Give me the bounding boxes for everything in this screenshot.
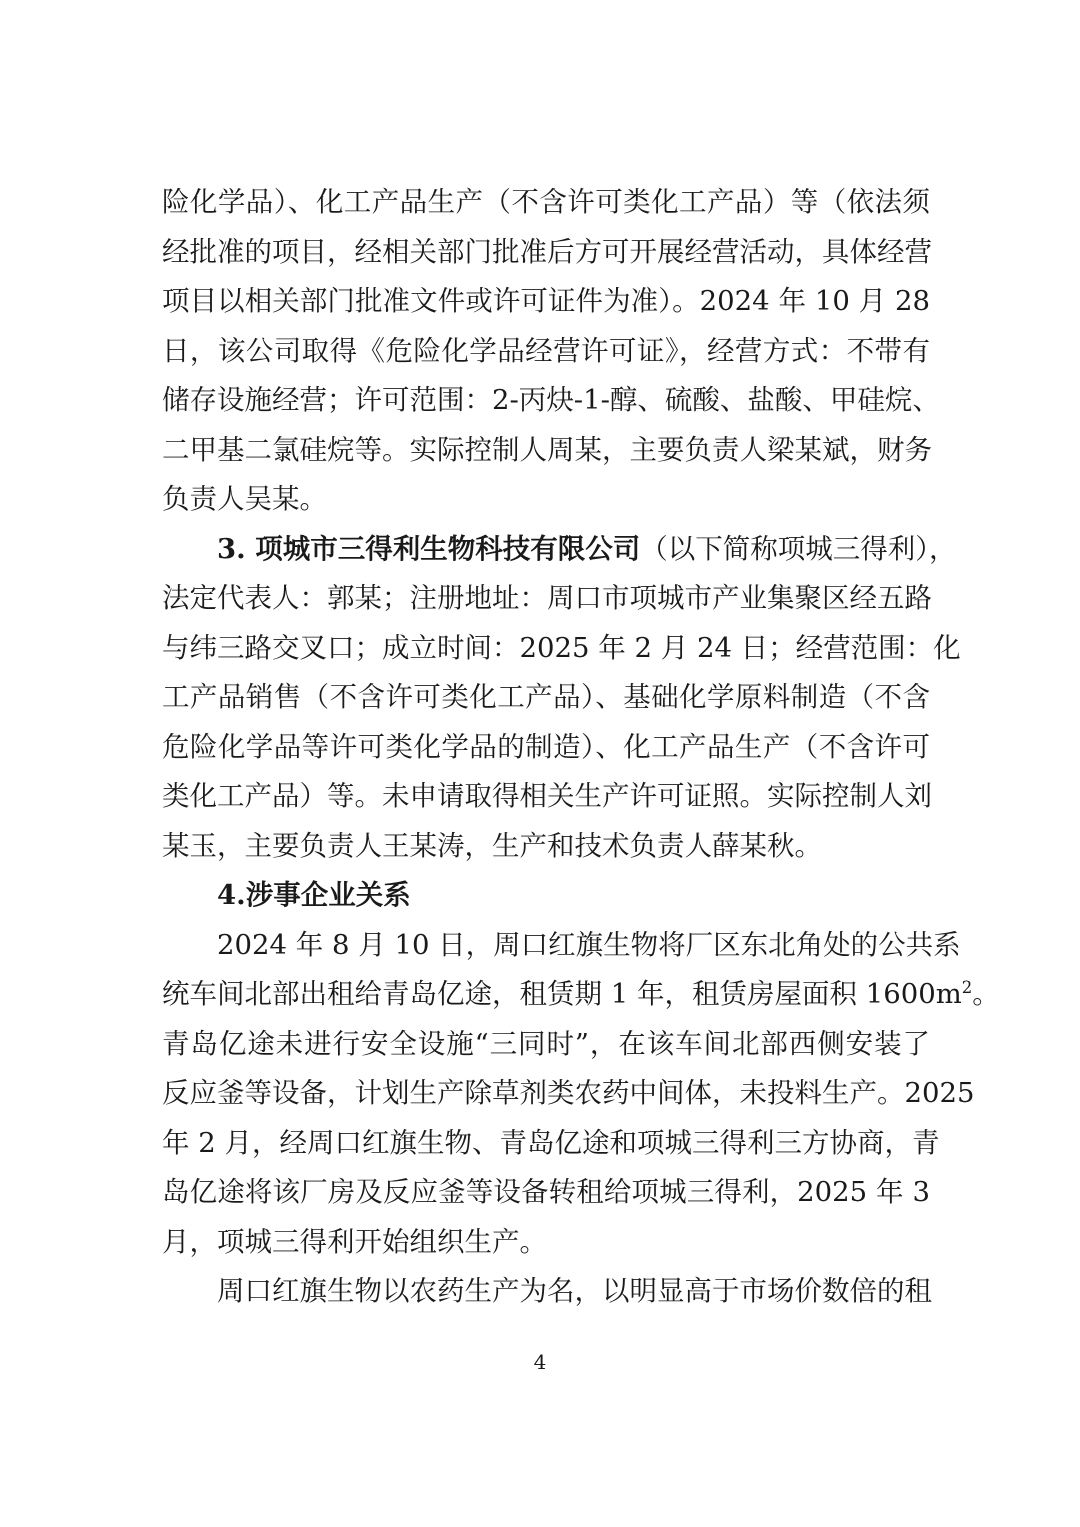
paragraph-line: 二甲基二氯硅烷等。实际控制人周某，主要负责人梁某斌，财务 xyxy=(162,433,932,466)
paragraph-line: 类化工产品）等。未申请取得相关生产许可证照。实际控制人刘 xyxy=(162,780,932,812)
punctuation: 。 xyxy=(972,978,1000,1010)
paragraph-line: 日，该公司取得《危险化学品经营许可证》，经营方式：不带有 xyxy=(162,334,930,367)
section-heading: 4.涉事企业关系 xyxy=(217,879,411,911)
paragraph-line: 年 2 月，经周口红旗生物、青岛亿途和项城三得利三方协商，青 xyxy=(162,1126,940,1159)
area-text: 统车间北部出租给青岛亿途，租赁期 1 年，租赁房屋面积 1600m xyxy=(162,978,962,1010)
paragraph-line: 与纬三路交叉口；成立时间：2025 年 2 月 24 日；经营范围：化 xyxy=(162,631,961,664)
heading-continuation: （以下简称项城三得利）， xyxy=(640,532,957,565)
section-heading: 3. 项城市三得利生物科技有限公司 xyxy=(217,532,641,565)
paragraph-line: 经批准的项目，经相关部门批准后方可开展经营活动，具体经营 xyxy=(162,235,932,268)
paragraph-line: 项目以相关部门批准文件或许可证件为准）。2024 年 10 月 28 xyxy=(162,285,930,317)
paragraph-line: 周口红旗生物以农药生产为名，以明显高于市场价数倍的租 xyxy=(217,1275,932,1307)
paragraph-line: 青岛亿途未进行安全设施“三同时”，在该车间北部西侧安装了 xyxy=(162,1027,930,1060)
paragraph-line: 储存设施经营；许可范围：2-丙炔-1-醇、硫酸、盐酸、甲硅烷、 xyxy=(162,384,940,416)
paragraph-line: 某玉，主要负责人王某涛，生产和技术负责人薛某秋。 xyxy=(162,829,822,862)
paragraph-line: 负责人吴某。 xyxy=(162,483,327,515)
document-body xyxy=(162,178,1000,1317)
paragraph-line: 法定代表人：郭某；注册地址：周口市项城市产业集聚区经五路 xyxy=(162,582,932,614)
paragraph-line xyxy=(162,970,1000,1020)
paragraph-line: 2024 年 8 月 10 日，周口红旗生物将厂区东北角处的公共系 xyxy=(217,928,961,961)
paragraph-line: 月，项城三得利开始组织生产。 xyxy=(162,1225,547,1258)
superscript: 2 xyxy=(961,977,973,997)
paragraph-line: 险化学品）、化工产品生产（不含许可类化工产品）等（依法须 xyxy=(162,186,930,218)
page-number: 4 xyxy=(533,1350,547,1374)
paragraph-line: 岛亿途将该厂房及反应釜等设备转租给项城三得利，2025 年 3 xyxy=(162,1176,930,1208)
paragraph-line xyxy=(162,525,957,575)
paragraph-line: 反应釜等设备，计划生产除草剂类农药中间体，未投料生产。2025 xyxy=(162,1077,975,1109)
paragraph-line: 危险化学品等许可类化学品的制造）、化工产品生产（不含许可 xyxy=(162,730,930,763)
paragraph-line: 工产品销售（不含许可类化工产品）、基础化学原料制造（不含 xyxy=(162,681,930,713)
